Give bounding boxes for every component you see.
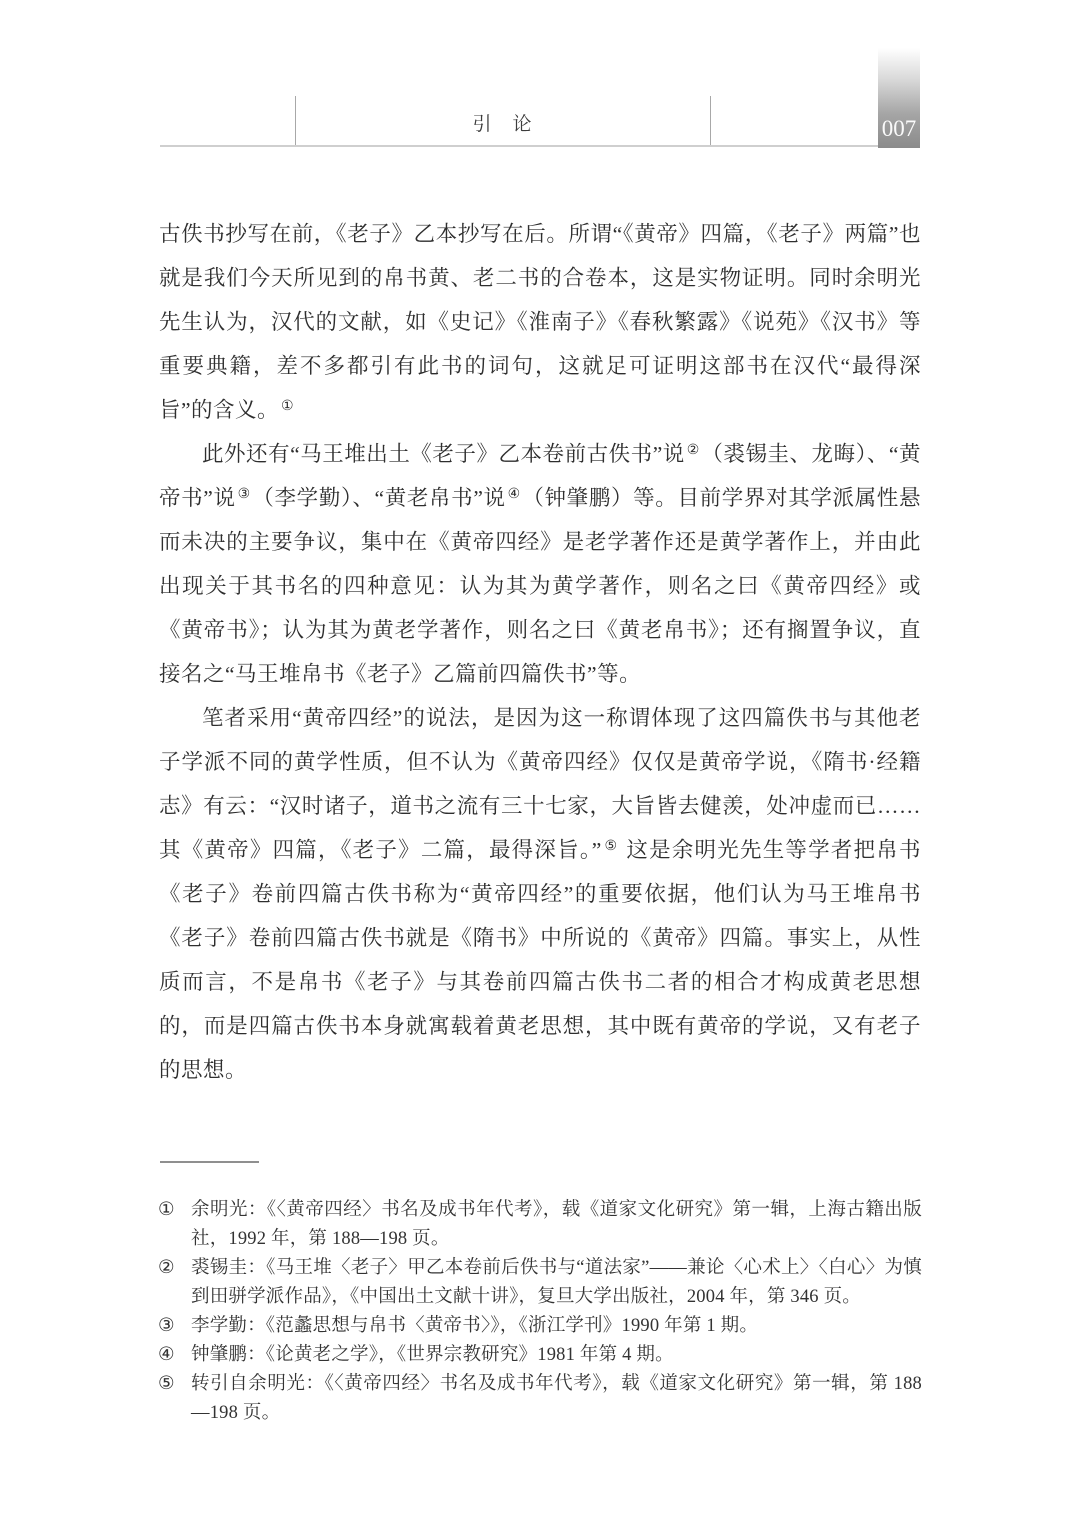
footnote-ref: ① (281, 399, 294, 414)
footnote-text: 李学勤：《范蠡思想与帛书〈黄帝书〉》，《浙江学刊》1990 年第 1 期。 (191, 1316, 759, 1336)
footnote-text: 转引自余明光：《〈黄帝四经〉书名及成书年代考》，载《道家文化研究》第一辑，第 188—198 页。 (191, 1374, 922, 1423)
footnote-text: 裘锡圭：《马王堆〈老子〉甲乙本卷前后佚书与“道法家”——兼论〈心术上〉〈白心〉为慎到田骈学派作品》，《中国出土文献十讲》，复旦大学出版社，2004 年，第 346 页。 (191, 1258, 922, 1307)
footnote-number: ④ (158, 1345, 175, 1365)
footnote-ref: ④ (507, 487, 521, 502)
footnote-ref: ⑤ (603, 839, 618, 854)
body-text (159, 212, 921, 1092)
footnote-text: 钟肇鹏：《论黄老之学》，《世界宗教研究》1981 年第 4 期。 (191, 1345, 674, 1365)
footnote-separator (160, 1161, 259, 1163)
paragraph: 笔者采用“黄帝四经”的说法，是因为这一称谓体现了这四篇佚书与其他老子学派不同的黄学性质，但不认为《黄帝四经》仅仅是黄帝学说，《隋书·经籍志》有云：“汉时诸子，道书之流有三十七家，大旨皆去健羡，处冲虚而已……其《黄帝》四篇，《老子》二篇，最得深旨。” ⑤ 这是余明光先生等学者把帛书《老子》卷前四篇古佚书称为“黄帝四经”的重要依据，他们认为马王堆帛书《老子》卷前四篇古佚书就是《隋书》中所说的《黄帝》四篇。事实上，从性质而言，不是帛书《老子》与其卷前四篇古佚书二者的相合才构成黄老思想的，而是四篇古佚书本身就寓载着黄老思想，其中既有黄帝的学说，又有老子的思想。 (159, 706, 921, 1082)
footnote-text: 余明光：《〈黄帝四经〉书名及成书年代考》，载《道家文化研究》第一辑，上海古籍出版社，1992 年，第 188—198 页。 (191, 1200, 922, 1249)
footnote (158, 1370, 922, 1428)
footnote-number: ⑤ (158, 1374, 175, 1394)
footnotes (158, 1196, 922, 1428)
footnote-number: ③ (158, 1316, 175, 1336)
page-number: 007 (881, 116, 917, 141)
page-number-box (878, 48, 920, 148)
footnote-number: ② (158, 1258, 175, 1278)
footnote (158, 1196, 922, 1254)
footnote (158, 1254, 922, 1312)
paragraph: 古佚书抄写在前，《老子》乙本抄写在后。所谓“《黄帝》四篇，《老子》两篇”也就是我们今天所见到的帛书黄、老二书的合卷本，这是实物证明。同时余明光先生认为，汉代的文献，如《史记》《淮南子》《春秋繁露》《说苑》《汉书》等重要典籍，差不多都引有此书的词句，这就足可证明这部书在汉代“最得深旨”的含义。 ① (159, 222, 921, 422)
footnote (158, 1312, 922, 1341)
footnote (158, 1341, 922, 1370)
header-right-divider (710, 96, 711, 146)
footnote-number: ① (158, 1200, 175, 1220)
running-head-title: 引 论 (472, 114, 533, 135)
paragraph: 此外还有“马王堆出土《老子》乙本卷前古佚书”说 ②（裘锡圭、龙晦）、“黄帝书”说 ③（李学勤）、“黄老帛书”说 ④（钟肇鹏）等。目前学界对其学派属性悬而未决的主要争议，集中在《黄帝四经》是老学著作还是黄学著作上，并由此出现关于其书名的四种意见：认为其为黄学著作，则名之曰《黄帝四经》或《黄帝书》；认为其为黄老学著作，则名之曰《黄老帛书》；还有搁置争议，直接名之“马王堆帛书《老子》乙篇前四篇佚书”等。 (159, 442, 921, 686)
footnote-ref: ② (686, 443, 700, 458)
header-rule (160, 145, 879, 147)
footnote-ref: ③ (237, 487, 251, 502)
